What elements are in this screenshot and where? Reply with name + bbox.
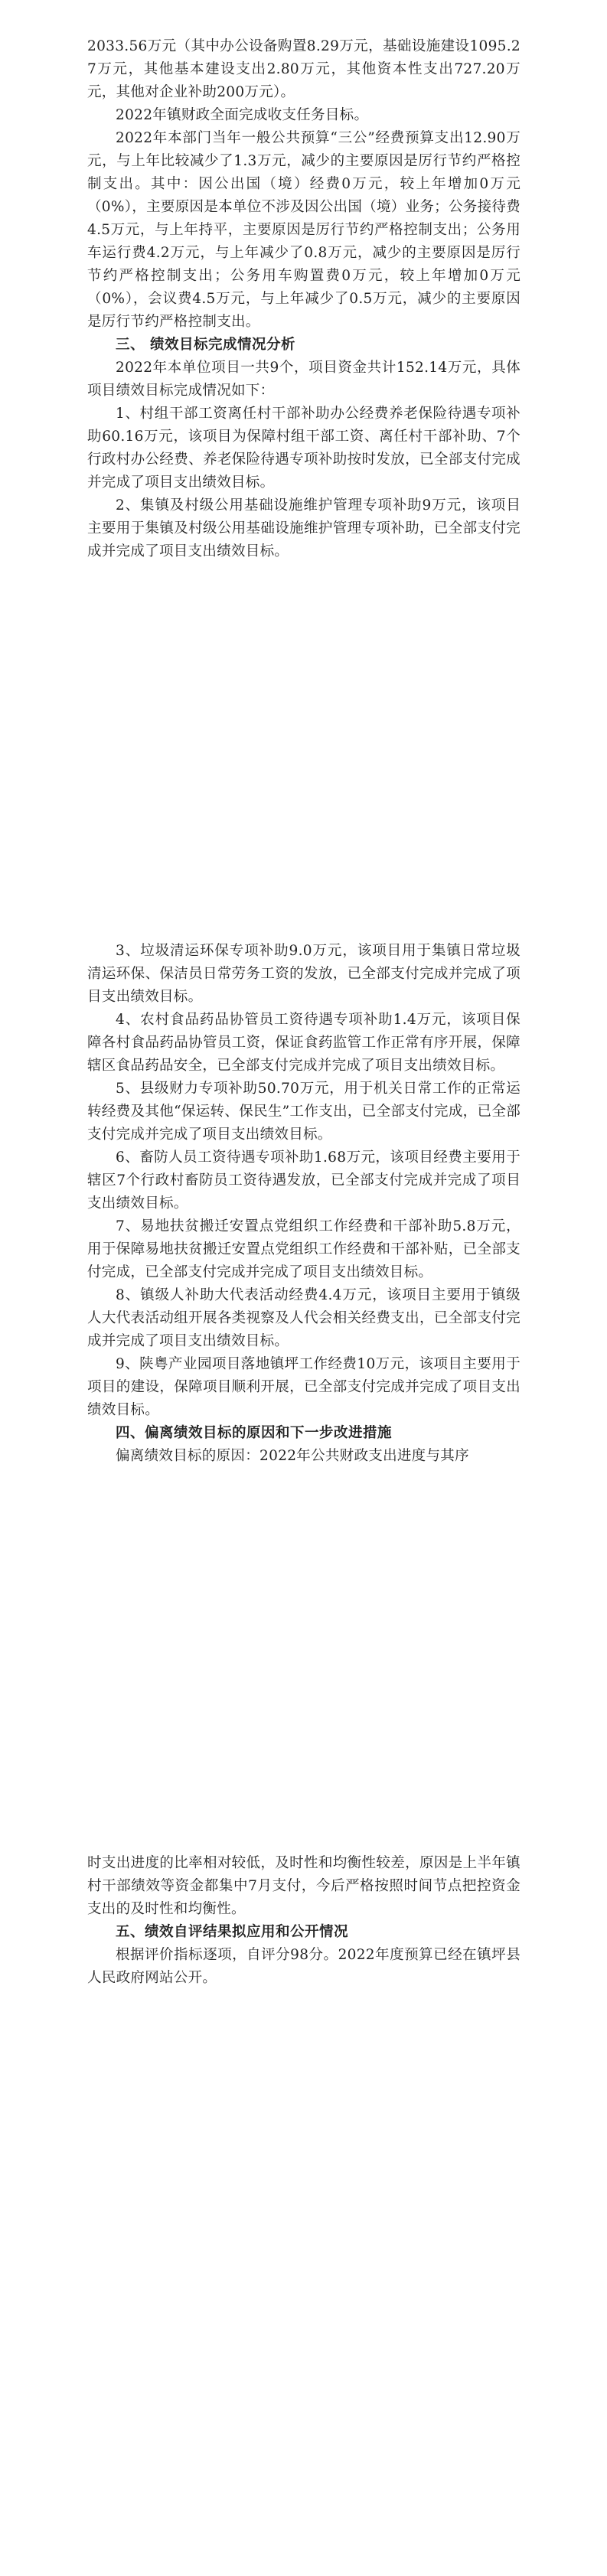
section-4-heading: 四、偏离绩效目标的原因和下一步改进措施 [116,1425,393,1441]
project-item-2: 2、集镇及村级公用基础设施维护管理专项补助9万元，该项目主要用于集镇及村级公用基础设施维护管理专项补助，已全部支付完成并完成了项目支出绩效目标。 [87,497,521,559]
three-public-expenses-paragraph: 2022年本部门当年一般公共预算“三公”经费预算支出12.90万元，与上年比较减少了1.3万元，减少的主要原因是厉行节约严格控制支出。其中：因公出国（境）经费0万元，较上年增加0万元（0%），主要原因是本单位不涉及因公出国（境）业务；公务接待费4.5万元，与上年持平，主要原因是厉行节约严格控制支出；公务用车运行费4.2万元，与上年减少了0.8万元，减少的主要原因是厉行节约严格控制支出；公务用车购置费0万元，较上年增加0万元（0%），会议费4.5万元，与上年减少了0.5万元，减少的主要原因是厉行节约严格控制支出。 [87,130,521,330]
project-item-5: 5、县级财力专项补助50.70万元，用于机关日常工作的正常运转经费及其他“保运转、保民生”工作支出，已全部支付完成，已全部支付完成并完成了项目支出绩效目标。 [87,1081,521,1143]
deviation-continued-paragraph: 时支出进度的比率相对较低，及时性和均衡性较差，原因是上半年镇村干部绩效等资金都集中7月支付，今后严格按照时间节点把控资金支出的及时性和均衡性。 [87,1855,521,1917]
projects-intro-paragraph: 2022年本单位项目一共9个，项目资金共计152.14万元，具体项目绩效目标完成情况如下： [87,360,521,399]
project-item-4: 4、农村食品药品协管员工资待遇专项补助1.4万元，该项目保障各村食品药品协管员工资，保证食药监管工作正常有序开展，保障辖区食品药品安全，已全部支付完成并完成了项目支出绩效目标。 [87,1012,521,1074]
section-3-heading: 三、 绩效目标完成情况分析 [116,337,295,353]
deviation-reason-paragraph: 偏离绩效目标的原因：2022年公共财政支出进度与其序 [116,1448,469,1464]
page-3-section [87,1852,521,1990]
project-item-9: 9、陕粤产业园项目落地镇坪工作经费10万元，该项目主要用于项目的建设，保障项目顺利开展，已全部支付完成并完成了项目支出绩效目标。 [87,1356,521,1418]
project-item-1: 1、村组干部工资离任村干部补助办公经费养老保险待遇专项补助60.16万元，该项目为保障村组干部工资、离任村干部补助、7个行政村办公经费、养老保险待遇专项补助按时发放，已全部支付完成并完成了项目支出绩效目标。 [87,406,521,491]
fiscal-goal-paragraph: 2022年镇财政全面完成收支任务目标。 [116,107,369,123]
page-2-section [87,940,521,1468]
page-1-section [87,35,521,563]
project-item-8: 8、镇级人补助大代表活动经费4.4万元，该项目主要用于镇级人大代表活动组开展各类视察及人代会相关经费支出，已全部支付完成并完成了项目支出绩效目标。 [87,1287,521,1349]
project-item-3: 3、垃圾清运环保专项补助9.0万元，该项目用于集镇日常垃圾清运环保、保洁员日常劳务工资的发放，已全部支付完成并完成了项目支出绩效目标。 [87,943,521,1005]
self-evaluation-score-paragraph: 根据评价指标逐项，自评分98分。2022年度预算已经在镇坪县人民政府网站公开。 [87,1947,521,1986]
project-item-7: 7、易地扶贫搬迁安置点党组织工作经费和干部补助5.8万元，用于保障易地扶贫搬迁安置点党组织工作经费和干部补贴，已全部支付完成，已全部支付完成并完成了项目支出绩效目标。 [87,1218,521,1280]
capital-expenditure-paragraph: 2033.56万元（其中办公设备购置8.29万元，基础设施建设1095.27万元，其他基本建设支出2.80万元，其他资本性支出727.20万元，其他对企业补助200万元）。 [87,38,521,100]
project-item-6: 6、畜防人员工资待遇专项补助1.68万元，该项目经费主要用于辖区7个行政村畜防员工资待遇发放，已全部支付完成并完成了项目支出绩效目标。 [87,1149,521,1211]
section-5-heading: 五、绩效自评结果拟应用和公开情况 [116,1924,349,1940]
